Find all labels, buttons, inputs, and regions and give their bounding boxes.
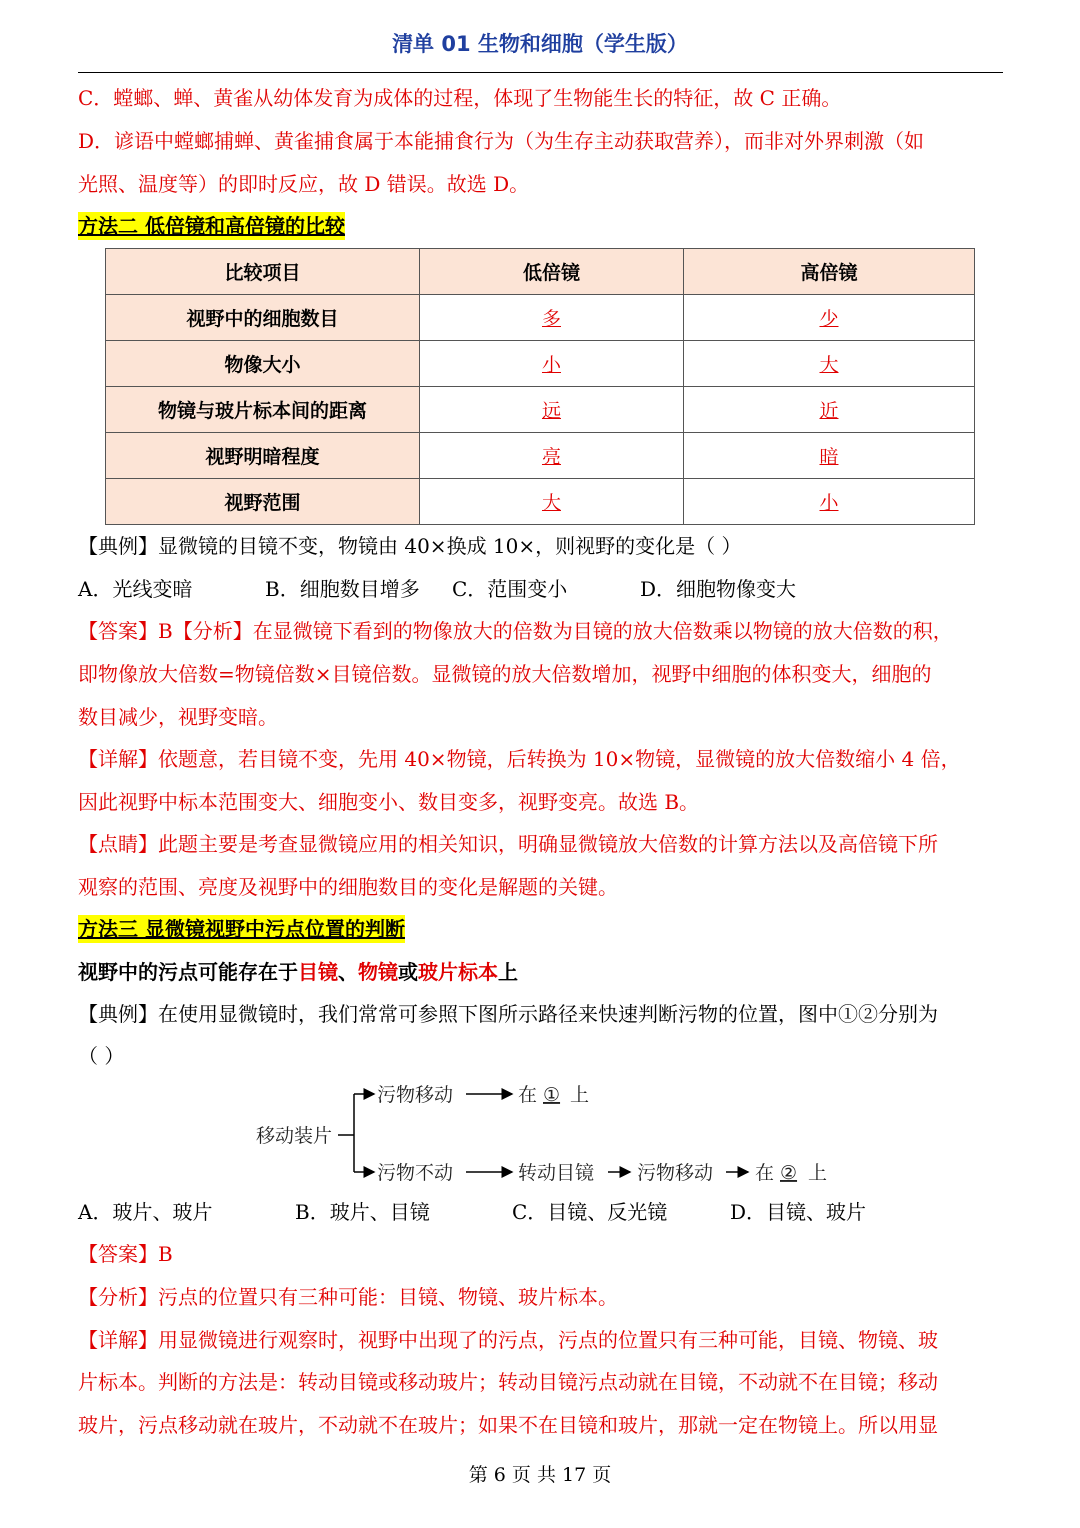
row-label: 视野中的细胞数目	[106, 295, 420, 341]
detail-text: 用显微镜进行观察时，视野中出现了的污点，污点的位置只有三种可能，目镜、物镜、玻	[158, 1328, 938, 1352]
analysis-text: 在显微镜下看到的物像放大的倍数为目镜的放大倍数乘以物镜的放大倍数的积，	[252, 619, 953, 643]
example2-option-a: A．玻片、玻片	[78, 1200, 213, 1224]
table-header-row	[106, 249, 975, 295]
flow-result-1-suffix: 上	[570, 1084, 590, 1106]
answer-tag: 【答案】B【分析】	[78, 619, 253, 643]
detail-text: 依题意，若目镜不变，先用 40×物镜，后转换为 10×物镜，显微镜的放大倍数缩小 4 倍，	[158, 747, 961, 771]
table-row	[106, 387, 975, 433]
example1-analysis-2: 即物像放大倍数=物镜倍数×目镜倍数。显微镜的放大倍数增加，视野中细胞的体积变大，细胞的	[78, 662, 932, 686]
example1-option-d: D．细胞物像变大	[640, 577, 797, 601]
page-footer: 第 6 页 共 17 页	[468, 1464, 612, 1486]
example1-option-a: A．光线变暗	[78, 577, 193, 601]
row-label: 视野范围	[106, 479, 420, 525]
example2-option-d: D．目镜、玻片	[730, 1200, 867, 1224]
intro-separator: 或	[398, 960, 418, 984]
example2-question-1: 【典例】在使用显微镜时，我们常常可参照下图所示路径来快速判断污物的位置，图中①②分别为	[78, 1002, 938, 1026]
analysis-text: 污点的位置只有三种可能：目镜、物镜、玻片标本。	[158, 1285, 618, 1309]
header-compare-item: 比较项目	[106, 249, 420, 295]
table-row	[106, 479, 975, 525]
row-label: 物镜与玻片标本间的距离	[106, 387, 420, 433]
example2-detail-line	[78, 1326, 1008, 1354]
header-divider	[78, 72, 1003, 73]
flow-root-move-slide: 移动装片	[256, 1125, 333, 1147]
page-header-title: 清单 01 生物和细胞（学生版）	[392, 32, 688, 56]
flow-result-1-number: ①	[543, 1084, 561, 1106]
example1-point-2: 观察的范围、亮度及视野中的细胞数目的变化是解题的关键。	[78, 875, 618, 899]
table-row	[106, 295, 975, 341]
intro-keyword-eyepiece: 目镜	[298, 960, 338, 984]
example2-detail-2: 片标本。判断的方法是：转动目镜或移动玻片；转动目镜污点动就在目镜，不动就不在目镜；移动	[78, 1370, 938, 1394]
example2-answer: 【答案】B	[78, 1242, 173, 1266]
example1-analysis-3: 数目减少，视野变暗。	[78, 705, 278, 729]
point-tag: 【点睛】	[78, 832, 158, 856]
intro-prefix: 视野中的污点可能存在于	[78, 960, 298, 984]
example2-question-2: （ ）	[78, 1044, 125, 1068]
example1-detail-2: 因此视野中标本范围变大、细胞变小、数目变多，视野变亮。故选 B。	[78, 790, 700, 814]
table-row	[106, 433, 975, 479]
intro-keyword-objective: 物镜	[358, 960, 398, 984]
high-power-value: 小	[684, 479, 975, 525]
example1-option-c: C．范围变小	[452, 577, 568, 601]
high-power-value: 暗	[684, 433, 975, 479]
flow-result-2-number: ②	[780, 1162, 798, 1184]
high-power-value: 大	[684, 341, 975, 387]
example2-analysis-line	[78, 1283, 1008, 1311]
intro-keyword-slide: 玻片标本	[418, 960, 498, 984]
high-power-value: 近	[684, 387, 975, 433]
flow-step-rotate-eyepiece: 转动目镜	[518, 1162, 595, 1184]
example1-detail-line	[78, 745, 1008, 773]
low-power-value: 亮	[420, 433, 684, 479]
point-text: 此题主要是考查显微镜应用的相关知识，明确显微镜放大倍数的计算方法以及高倍镜下所	[158, 832, 938, 856]
row-label: 物像大小	[106, 341, 420, 387]
detail-tag: 【详解】	[78, 1328, 158, 1352]
flow-result-2-prefix: 在	[755, 1162, 775, 1184]
option-c-explanation: C．螳螂、蝉、黄雀从幼体发育为成体的过程，体现了生物能生长的特征，故 C 正确。	[78, 86, 842, 110]
intro-separator: 、	[338, 960, 358, 984]
option-d-explanation-1: D．谚语中螳螂捕蝉、黄雀捕食属于本能捕食行为（为生存主动获取营养），而非对外界刺激（如	[78, 129, 925, 153]
flow-result-1-prefix: 在	[518, 1084, 538, 1106]
low-power-value: 小	[420, 341, 684, 387]
example1-option-b: B．细胞数目增多	[265, 577, 420, 601]
method2-title: 方法二 低倍镜和高倍镜的比较	[78, 214, 345, 238]
example2-detail-3: 玻片，污点移动就在玻片，不动就不在玻片；如果不在目镜和玻片，那就一定在物镜上。所以用显	[78, 1413, 938, 1437]
high-power-value: 少	[684, 295, 975, 341]
header-high-power: 高倍镜	[684, 249, 975, 295]
table-row	[106, 341, 975, 387]
comparison-table	[105, 248, 975, 525]
stain-location-flowchart	[250, 1072, 850, 1192]
flow-step-stain-moves: 污物移动	[637, 1162, 714, 1184]
method3-title: 方法三 显微镜视野中污点位置的判断	[78, 917, 405, 941]
flow-result-2-suffix: 上	[808, 1162, 828, 1184]
example2-option-c: C．目镜、反光镜	[512, 1200, 668, 1224]
example1-point-line	[78, 830, 1008, 858]
detail-tag: 【详解】	[78, 747, 158, 771]
header-low-power: 低倍镜	[420, 249, 684, 295]
option-d-explanation-2: 光照、温度等）的即时反应，故 D 错误。故选 D。	[78, 172, 530, 196]
low-power-value: 远	[420, 387, 684, 433]
flow-branch-stain-still: 污物不动	[377, 1162, 454, 1184]
example1-question: 【典例】显微镜的目镜不变，物镜由 40×换成 10×，则视野的变化是（ ）	[78, 534, 742, 558]
low-power-value: 多	[420, 295, 684, 341]
row-label: 视野明暗程度	[106, 433, 420, 479]
flow-branch-stain-moves: 污物移动	[377, 1084, 454, 1106]
example1-answer-line	[78, 617, 1008, 645]
example2-option-b: B．玻片、目镜	[295, 1200, 430, 1224]
intro-suffix: 上	[498, 960, 518, 984]
analysis-tag: 【分析】	[78, 1285, 158, 1309]
low-power-value: 大	[420, 479, 684, 525]
method3-intro	[78, 958, 1008, 986]
